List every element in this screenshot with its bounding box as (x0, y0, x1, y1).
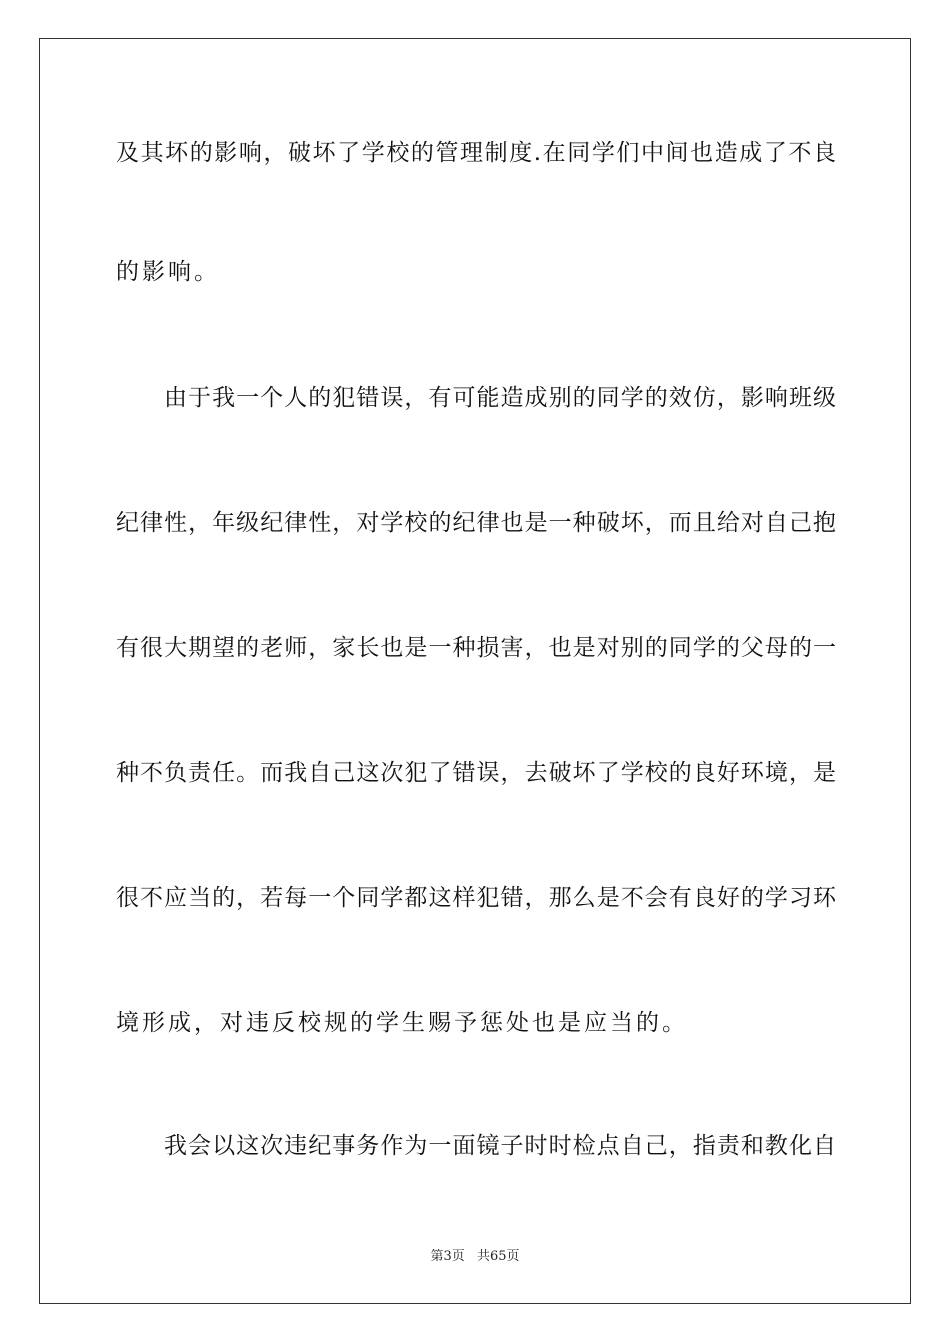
text-line-2: 的影响。 (116, 259, 220, 285)
text-line-7: 很不应当的，若每一个同学都这样犯错，那么是不会有良好的学习环 (116, 885, 836, 911)
page-border (39, 38, 911, 1304)
text-line-4: 纪律性，年级纪律性，对学校的纪律也是一种破坏，而且给对自己抱 (116, 510, 836, 536)
page-footer (0, 1248, 950, 1266)
text-line-9: 我会以这次违纪事务作为一面镜子时时检点自己，指责和教化自 (164, 1133, 836, 1159)
page-total: 共65页 (476, 1249, 520, 1264)
text-line-3: 由于我一个人的犯错误，有可能造成别的同学的效仿，影响班级 (164, 385, 836, 411)
page-number: 第3页 (430, 1249, 465, 1264)
text-line-1: 及其坏的影响，破坏了学校的管理制度.在同学们中间也造成了不良 (116, 140, 836, 166)
text-line-6: 种不负责任。而我自己这次犯了错误，去破坏了学校的良好环境，是 (116, 760, 836, 786)
text-line-5: 有很大期望的老师，家长也是一种损害，也是对别的同学的父母的一 (116, 635, 836, 661)
text-line-8: 境形成，对违反校规的学生赐予惩处也是应当的。 (116, 1010, 688, 1036)
